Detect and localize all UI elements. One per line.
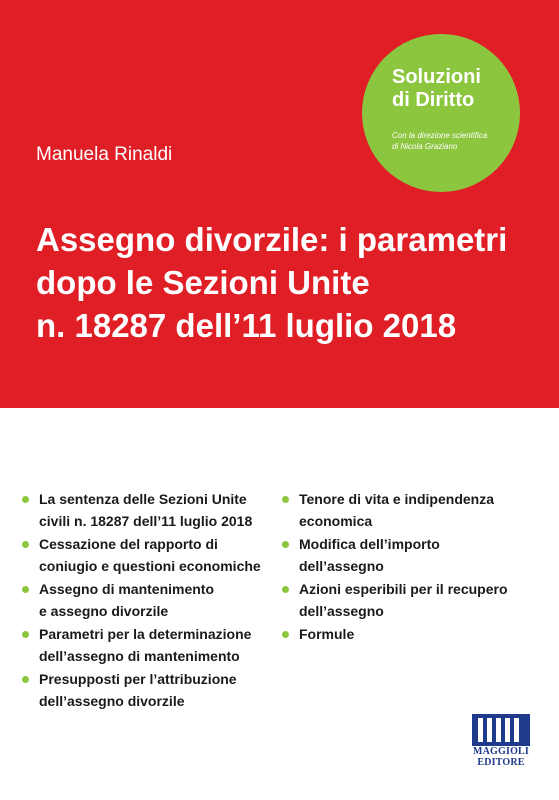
publisher-name: MAGGIOLI [472, 746, 530, 757]
topic-text: Azioni esperibili per il recupero dell’assegno [299, 581, 508, 619]
author-name: Manuela Rinaldi [36, 144, 173, 165]
list-item [282, 488, 527, 532]
topics-list-right [282, 488, 527, 646]
bullet-icon [282, 586, 289, 593]
list-item [282, 533, 527, 577]
bullet-icon [22, 586, 29, 593]
book-title: Assegno divorzile: i parametri dopo le Sezioni Unite n. 18287 dell’11 luglio 2018 [36, 221, 508, 344]
list-item [22, 533, 277, 577]
bullet-icon [282, 631, 289, 638]
list-item [22, 578, 277, 622]
bullet-icon [282, 496, 289, 503]
publisher-logo-icon [472, 714, 530, 746]
topic-text: Assegno di mantenimento e assegno divorzile [39, 581, 215, 619]
topic-text: Tenore di vita e indipendenza economica [299, 491, 494, 529]
topic-text: Parametri per la determinazione dell’assegno di mantenimento [39, 626, 252, 664]
series-subtitle: Con la direzione scientifica di Nicola Graziano [392, 131, 488, 151]
list-item [22, 668, 277, 712]
topic-text: Modifica dell’importo dell’assegno [299, 536, 440, 574]
bullet-icon [22, 541, 29, 548]
publisher-logo [470, 714, 532, 768]
list-item [22, 488, 277, 532]
topic-text: La sentenza delle Sezioni Unite civili n. 18287 dell’11 luglio 2018 [39, 491, 253, 529]
topic-text: Formule [299, 626, 355, 642]
series-badge [362, 34, 520, 192]
bullet-icon [22, 496, 29, 503]
topic-text: Cessazione del rapporto di coniugio e questioni economiche [39, 536, 261, 574]
publisher-subname: EDITORE [477, 757, 525, 768]
list-item [282, 623, 527, 645]
bullet-icon [22, 676, 29, 683]
topic-text: Presupposti per l’attribuzione dell’assegno divorzile [39, 671, 237, 709]
bullet-icon [22, 631, 29, 638]
topics-list-left [22, 488, 277, 713]
list-item [22, 623, 277, 667]
list-item [282, 578, 527, 622]
bullet-icon [282, 541, 289, 548]
series-title: Soluzioni di Diritto [392, 66, 481, 111]
